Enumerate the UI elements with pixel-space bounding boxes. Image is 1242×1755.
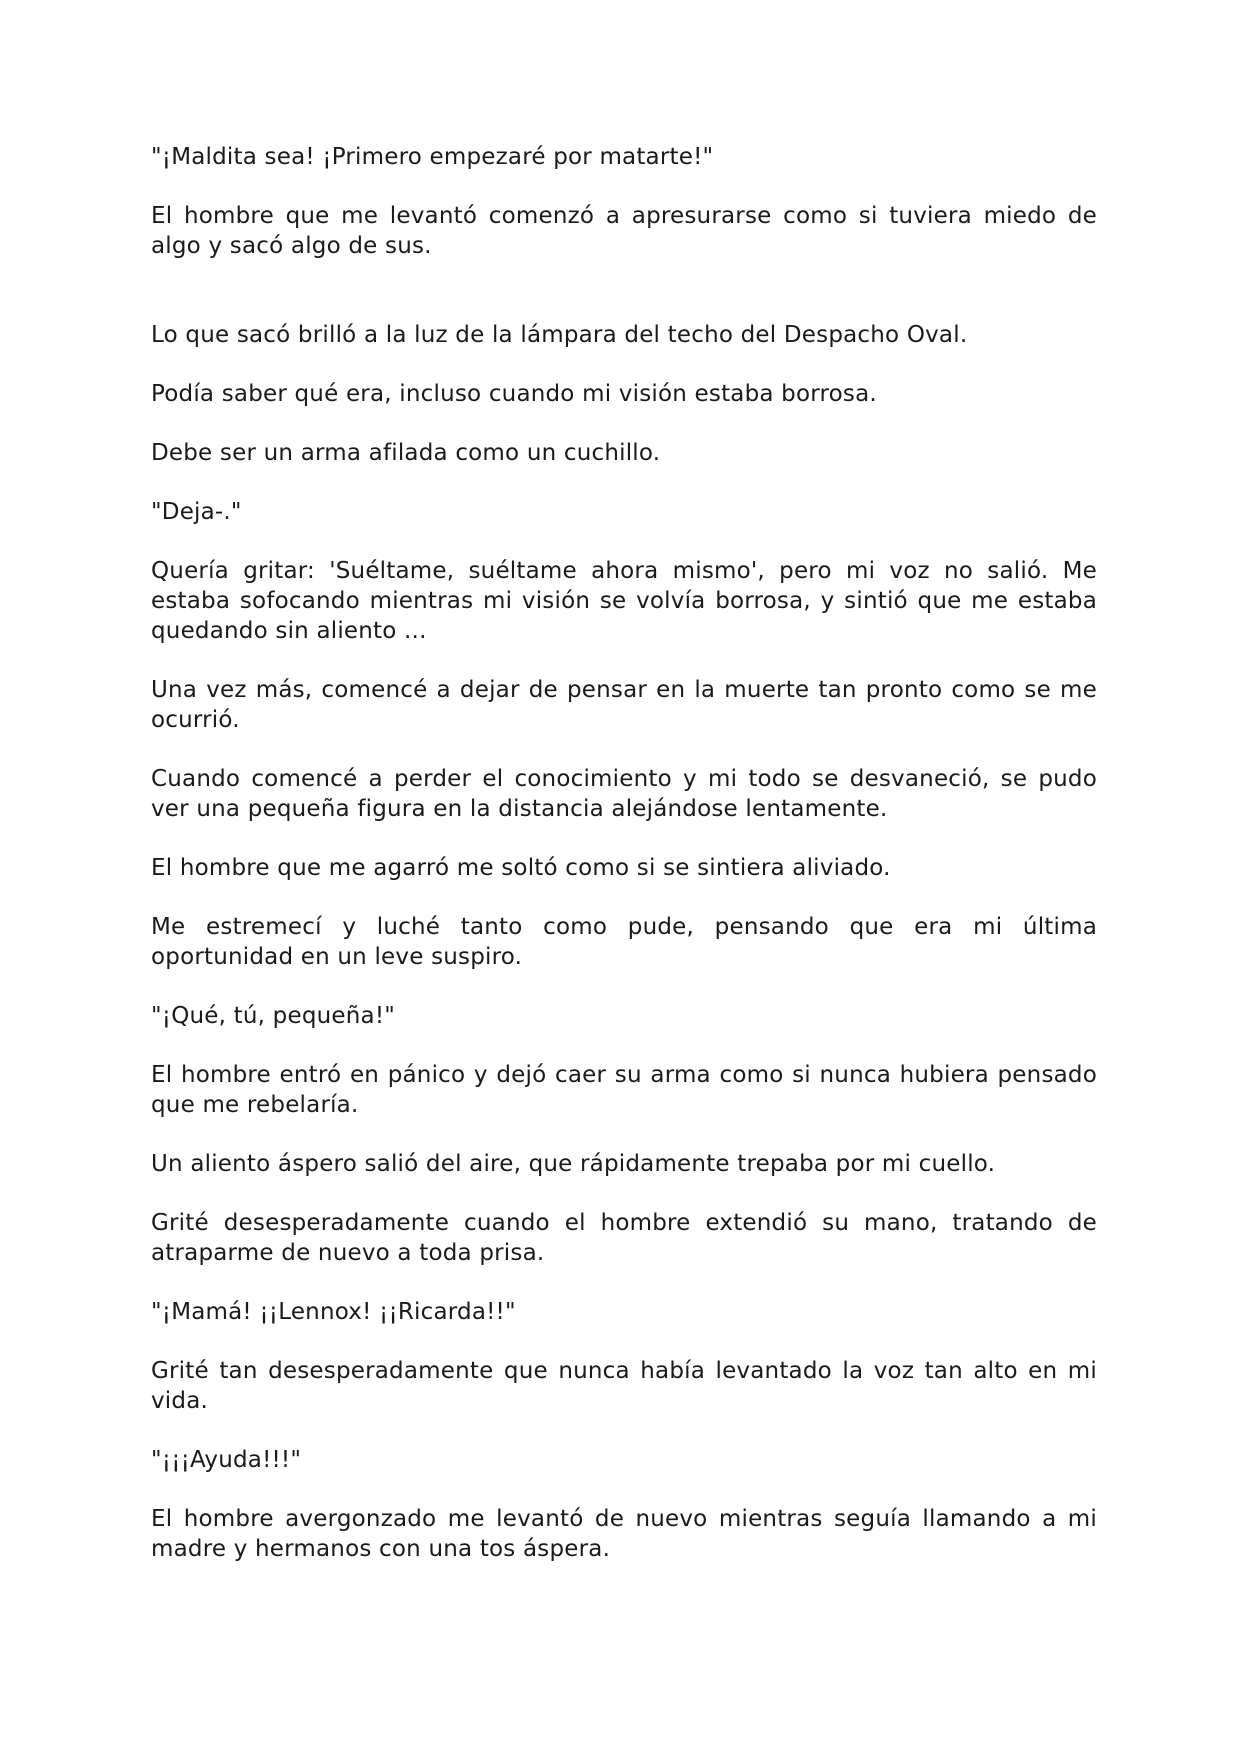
paragraph-7: Quería gritar: 'Suéltame, suéltame ahora mismo', pero mi voz no salió. Me estaba sofocando mientras mi visión se volvía borrosa, y sintió que me estaba quedando sin aliento ... (151, 558, 1097, 644)
paragraph-5: Debe ser un arma afilada como un cuchillo. (151, 440, 661, 466)
paragraph-9: Cuando comencé a perder el conocimiento y mi todo se desvaneció, se pudo ver una pequeña figura en la distancia alejándose lentamente. (151, 766, 1097, 822)
paragraph-11: Me estremecí y luché tanto como pude, pensando que era mi última oportunidad en un leve suspiro. (151, 914, 1097, 970)
paragraph-12: "¡Qué, tú, pequeña!" (151, 1003, 396, 1029)
paragraph-3: Lo que sacó brilló a la luz de la lámpara del techo del Despacho Oval. (151, 322, 968, 348)
paragraph-14: Un aliento áspero salió del aire, que rápidamente trepaba por mi cuello. (151, 1151, 996, 1177)
paragraph-10: El hombre que me agarró me soltó como si se sintiera aliviado. (151, 855, 891, 881)
paragraph-13: El hombre entró en pánico y dejó caer su arma como si nunca hubiera pensado que me rebelaría. (151, 1062, 1097, 1118)
paragraph-6: "Deja-." (151, 499, 242, 525)
paragraph-2: El hombre que me levantó comenzó a apresurarse como si tuviera miedo de algo y sacó algo de sus. (151, 203, 1097, 259)
paragraph-19: El hombre avergonzado me levantó de nuevo mientras seguía llamando a mi madre y hermanos con una tos áspera. (151, 1506, 1097, 1562)
paragraph-18: "¡¡¡Ayuda!!!" (151, 1447, 302, 1473)
paragraph-15: Grité desesperadamente cuando el hombre extendió su mano, tratando de atraparme de nuevo a toda prisa. (151, 1210, 1097, 1266)
paragraph-17: Grité tan desesperadamente que nunca había levantado la voz tan alto en mi vida. (151, 1358, 1097, 1414)
paragraph-1: "¡Maldita sea! ¡Primero empezaré por matarte!" (151, 144, 714, 170)
paragraph-16: "¡Mamá! ¡¡Lennox! ¡¡Ricarda!!" (151, 1299, 516, 1325)
paragraph-4: Podía saber qué era, incluso cuando mi visión estaba borrosa. (151, 381, 877, 407)
paragraph-8: Una vez más, comencé a dejar de pensar en la muerte tan pronto como se me ocurrió. (151, 677, 1097, 733)
document-body (151, 142, 1097, 1593)
